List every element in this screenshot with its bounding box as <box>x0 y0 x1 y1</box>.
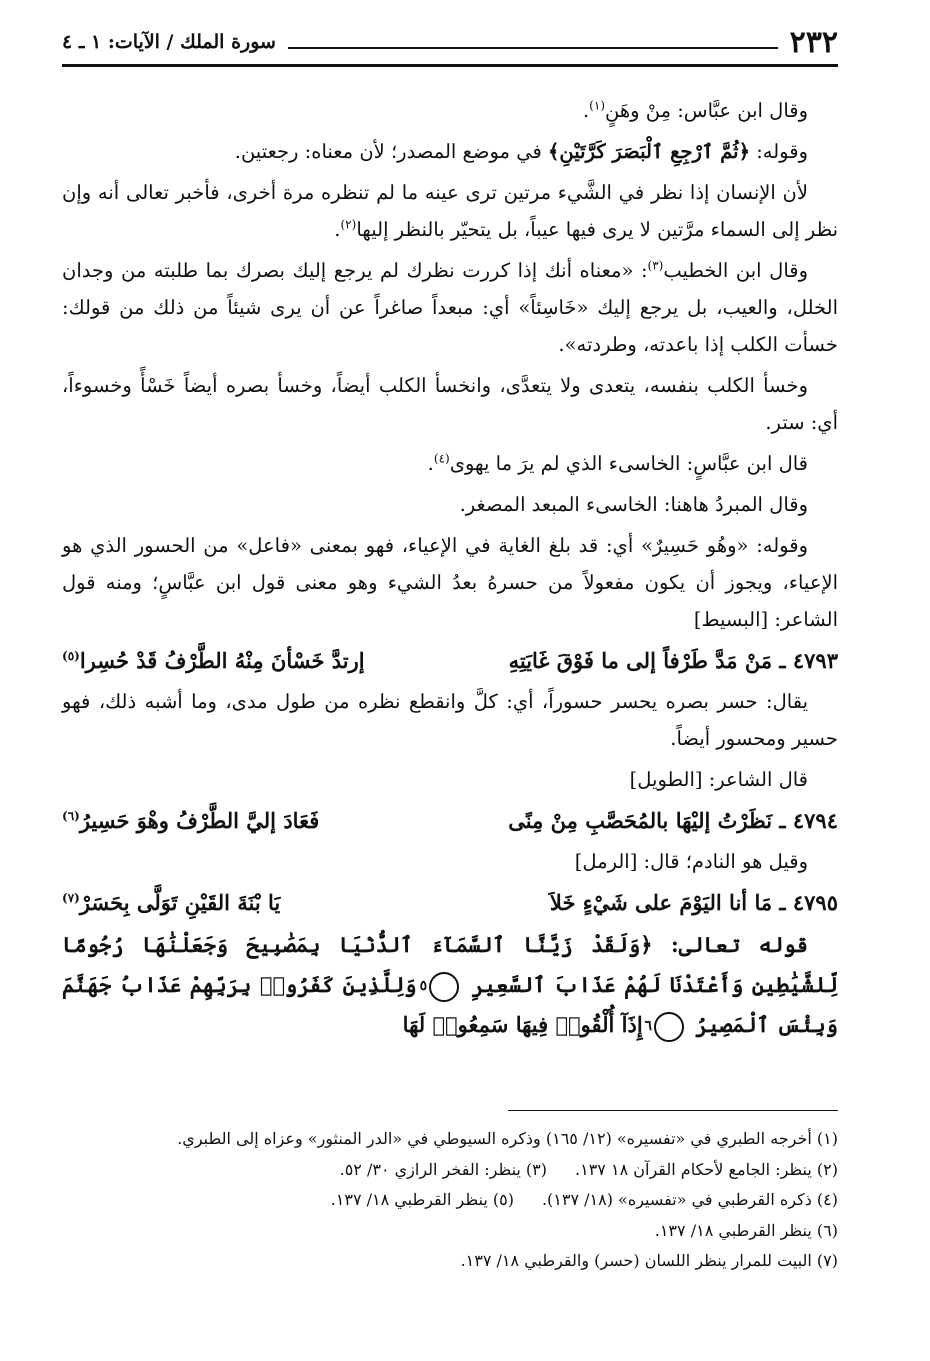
footnotes <box>62 1124 838 1277</box>
paragraph: لأن الإنسان إذا نظر في الشَّيء مرتين ترى عينه ما لم تنظره مرة أخرى، فأخبر تعالى أنه وإن نظر إلى السماء مرَّتين لا يرى فيها عيباً، بل يتحيّر بالنظر إليها$^{(٢)}$. <box>62 181 838 241</box>
footnote-ref[interactable]: (٦) <box>62 809 80 823</box>
paragraph: وقيل هو النادم؛ قال: [الرمل] <box>574 850 808 873</box>
paragraph: قال الشاعر: [الطويل] <box>629 768 808 791</box>
footnote-ref[interactable]: (٥) <box>62 649 80 663</box>
verse-second-half: فَعَادَ إليَّ الطَّرْفُ وهْوَ حَسِيرُ$^{(٦)}$ <box>62 808 320 833</box>
page-number: ٢٣٢ <box>789 24 838 60</box>
poetry-verse <box>62 802 838 839</box>
verse-first-half: ٤٧٩٥ ـ مَا أنا اليَوْمَ على شَيْءٍ خَلاَ <box>549 890 838 915</box>
footnote-line <box>62 1185 838 1216</box>
verse-first-half: ٤٧٩٤ ـ نَظَرْتُ إليْهَا بالمُحَصَّبِ مِنْ مِنًى <box>508 808 838 833</box>
quran-text: إِذَآ أُلْقُوا۟ فِيهَا سَمِعُوا۟ لَهَا <box>402 1012 643 1037</box>
paragraph: يقال: حسر بصره يحسر حسوراً، أي: كلَّ وانقطع نظره من طول مدى، وما أشبه ذلك، فهو حسير ومحسور أيضاً. <box>62 690 838 750</box>
ayah-number-icon: ٦ <box>654 1012 684 1042</box>
verse-first-half: ٤٧٩٣ ـ مَنْ مَدَّ طَرْفاً إلى ما فَوْقَ غَايَتِهِ <box>508 648 838 673</box>
footnote: (٥) ينظر القرطبي ١٨/ ١٣٧. <box>330 1190 514 1209</box>
quran-passage: قوله تعالى: ﴿وَلَقَدْ زَيَّنَّا ٱلسَّمَآءَ ٱلدُّنْيَا بِمَصَٰبِيحَ وَجَعَلْنَٰهَا رُجُومًا لِّلشَّيَٰطِينِ وَأَعْتَدْنَا لَهُمْ عَذَابَ ٱلسَّعِيرِ ٥ وَلِلَّذِينَ كَفَرُوا۟ بِرَبِّهِمْ عَذَابُ جَهَنَّمَ وَبِئْسَ ٱلْمَصِيرُ ٦ إِذَآ أُلْقُوا۟ فِيهَا سَمِعُوا۟ لَهَا <box>62 925 838 1045</box>
footnote: (٦) ينظر القرطبي ١٨/ ١٣٧. <box>654 1220 838 1240</box>
paragraph: وقوله: «وهُو حَسِيرٌ» أي: قد بلغ الغاية في الإعياء، فهو بمعنى «فاعل» من الحسور الذي هو الإعياء، ويجوز أن يكون مفعولاً من حسرهُ بعدُ الشيء وهو معنى قول ابن عبَّاسٍ؛ ومنه قول الشاعر: [البسيط] <box>62 534 838 631</box>
header-line <box>288 47 778 49</box>
footnote-line <box>62 1155 838 1186</box>
footnote-ref[interactable]: (٧) <box>62 891 80 905</box>
paragraph: وقال ابن عبَّاس: مِنْ وهَنٍ$^{(١)}$. <box>582 98 808 122</box>
footnote-ref[interactable]: (٢) <box>340 217 357 232</box>
footnote-rule <box>508 1110 838 1111</box>
running-title: سورة الملك / الآيات: ١ ـ ٤ <box>62 31 276 53</box>
footnote-ref[interactable]: (٣) <box>647 258 664 273</box>
ayah-number-icon: ٥ <box>429 972 459 1002</box>
quran-text: وَلِلَّذِينَ كَفَرُوا۟ بِرَبِّهِمْ عَذَابُ جَهَنَّمَ وَبِئْسَ ٱلْمَصِيرُ <box>62 972 838 1037</box>
header-rule <box>62 64 838 67</box>
footnote: (٧) البيت للمرار ينظر اللسان (حسر) والقرطبي ١٨/ ١٣٧. <box>460 1251 838 1270</box>
quran-quote: ﴿ثُمَّ ٱرْجِعِ ٱلْبَصَرَ كَرَّتَيْنِ﴾ <box>547 140 751 163</box>
paragraph: وقال المبردُ هاهنا: الخاسىء المبعد المصغر. <box>459 493 808 516</box>
paragraph: قال ابن عبَّاسٍ: الخاسىء الذي لم يرَ ما يهوى$^{(٤)}$. <box>427 451 808 475</box>
poetry-verse <box>62 642 838 679</box>
page-header <box>62 22 838 62</box>
quran-text: ﴿وَلَقَدْ زَيَّنَّا ٱلسَّمَآءَ ٱلدُّنْيَا بِمَصَٰبِيحَ وَجَعَلْنَٰهَا رُجُومًا لِّلشَّيَٰطِينِ وَأَعْتَدْنَا لَهُمْ عَذَابَ ٱلسَّعِيرِ <box>62 932 839 997</box>
verse-second-half: إرتدَّ خَسْأنَ مِنْهُ الطَّرْفُ قَدْ حُسِرا$^{(٥)}$ <box>62 648 365 673</box>
main-text <box>62 92 838 1049</box>
footnote-ref[interactable]: (١) <box>589 98 605 113</box>
verse-second-half: يَا بْنَةَ القَيْنِ تَوَلَّى بِحَسَرْ$^{(٧)}$ <box>62 890 281 915</box>
footnote: (١) أخرجه الطبري في «تفسيره» (١٢/ ١٦٥) وذكره السيوطي في «الدر المنثور» وعزاه إلى الطبري. <box>177 1129 838 1148</box>
footnote-ref[interactable]: (٤) <box>433 451 450 466</box>
footnote: (٤) ذكره القرطبي في «تفسيره» (١٨/ ١٣٧). <box>541 1190 838 1209</box>
paragraph: وقوله: ﴿ثُمَّ ٱرْجِعِ ٱلْبَصَرَ كَرَّتَيْنِ﴾ في موضع المصدر؛ لأن معناه: رجعتين. <box>234 140 808 163</box>
footnote: (٢) ينظر: الجامع لأحكام القرآن ١٨ ١٣٧. <box>575 1159 838 1179</box>
footnote: (٣) ينظر: الفخر الرازي ٣٠/ ٥٢. <box>339 1159 548 1179</box>
poetry-verse <box>62 884 838 921</box>
paragraph: وخسأ الكلب بنفسه، يتعدى ولا يتعدَّى، وانخسأ الكلب أيضاً، وخسأ بصره أيضاً خَسْأً وخسوءاً، أي: ستر. <box>62 374 838 434</box>
paragraph: وقال ابن الخطيب$^{(٣)}$: «معناه أنك إذا كررت نظرك لم يرجع إليك بصرك بما طلبته من وجدان الخلل، والعيب، بل يرجع إليك «خَاسِئاً» أي: مبعداً صاغراً عن أن يرى شيئاً من ذلك من قولك: خسأت الكلب إذا باعدته، وطردته». <box>62 258 838 356</box>
